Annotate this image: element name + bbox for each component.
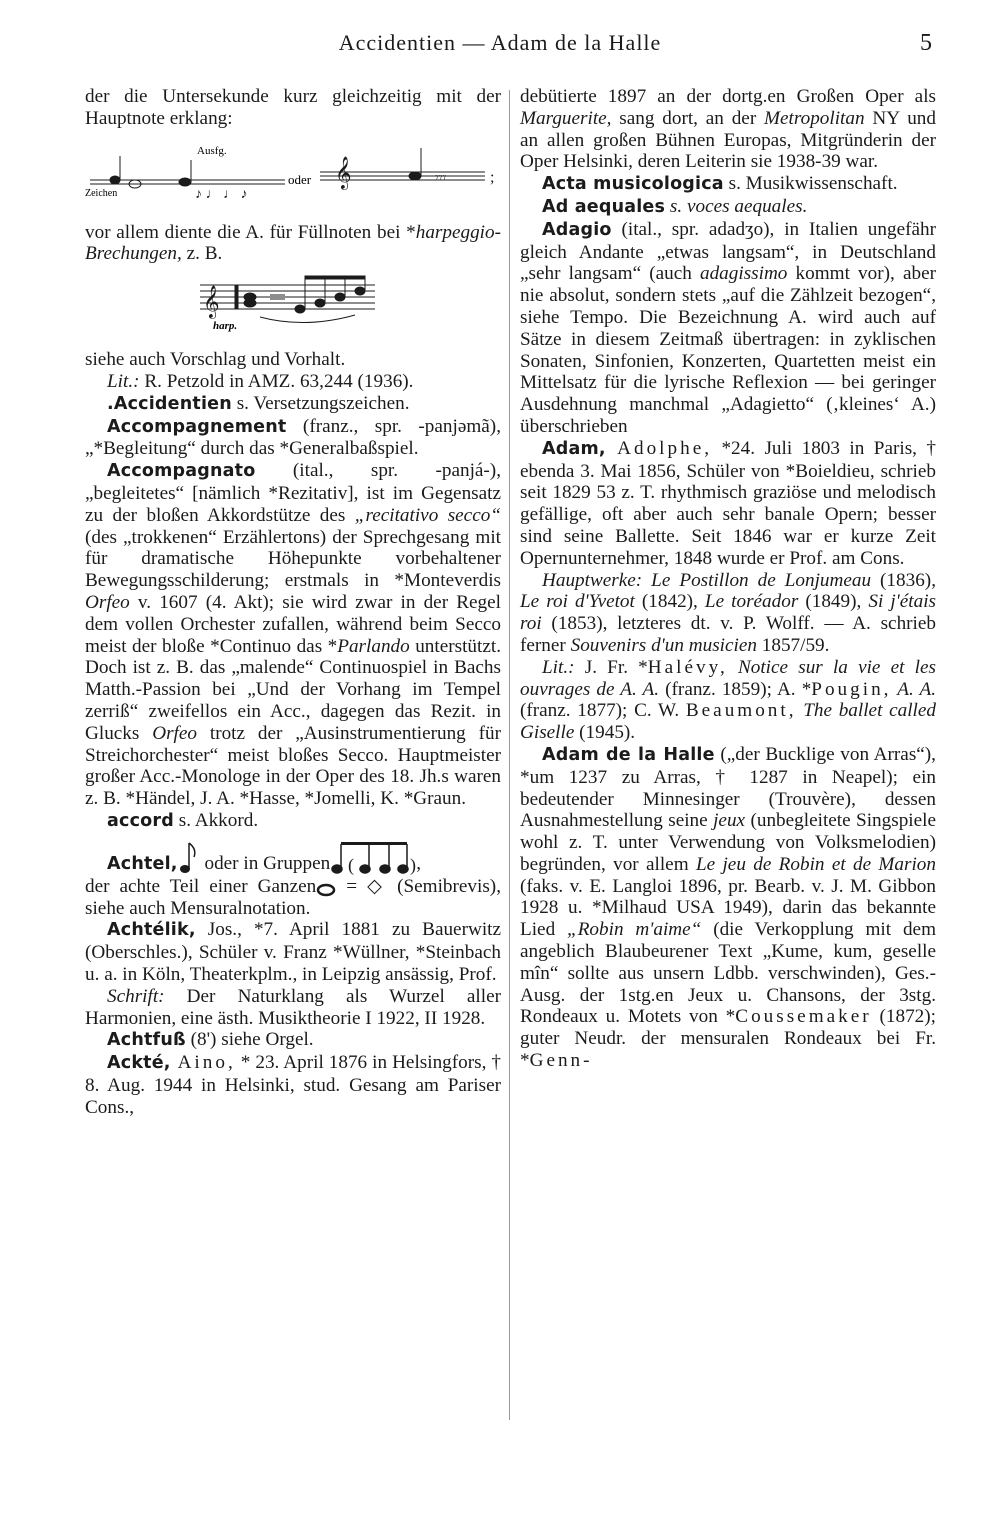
entry-continuation: der die Untersekunde kurz gleichzeitig mit der Hauptnote erklang:: [85, 86, 501, 129]
entry-adam-hauptwerke: Hauptwerke: Le Postillon de Lonjumeau (1836), Le roi d'Yvetot (1842), Le toréador (1849), Si j'étais roi (1853), letzteres dt. v. P. Wolff. — A. schrieb ferner Souvenirs d'un musicien 1857/59.: [520, 569, 936, 656]
entry-achtelik: Achtélik, Jos., *7. April 1881 zu Bauerwitz (Oberschles.), Schüler v. Franz *Wüllner, *Steinbach u. a. in Köln, Theaterkplm., in Leipzig ansässig, Prof.: [85, 919, 501, 985]
headword: Adam,: [542, 438, 606, 459]
svg-text:𝄞: 𝄞: [335, 157, 352, 189]
entry-acta-musicologica: Acta musicologica s. Musikwissenschaft.: [542, 173, 898, 195]
entry-accompagnato: Accompagnato (ital., spr. -panjá-), „begleitetes“ [nämlich *Rezitativ], ist im Gegensatz zu der bloßen Akkordstütze des „recitativo secco“ (des „trokkenen“ Erzählertons) der Sprechgesang mit für dramatische Höhepunkte vorbehaltener Bewegungsschilderung; erstmals in *Monteverdis Orfeo v. 1607 (4. Akt); sie wird zwar in der Regel dem vollen Orchester zufallen, während beim Secco meist der bloße *Continuo das *Parlando unterstützt. Doch ist z. B. das „malende“ Continuospiel in Bachs Matth.-Passion bei „Und der Vorhang im Tempel zerriß“ zweifellos ein Acc., dagegen das Rezit. in Glucks Orfeo trotz der „Ausinstrumentierung für Streichorchester“ meist bloßes Secco. Hauptmeister großer Acc.-Monologe in der Oper des 18. Jh.s waren z. B. *Händel, J. A. *Hasse, *Jomelli, K. *Graun.: [85, 460, 502, 810]
entry-adagio: Adagio (ital., spr. adadʒo), in Italien ungefähr gleich Andante „etwas langsam“, in Deutschland „sehr langsam“ (auch adagissimo kommt vor), aber nie absolut, sondern stets „auf die Zählzeit bezogen“, siehe Tempo. Die Bezeichnung A. wird auch auf Sätze in diesem Zeitmaß übertragen: in zyklischen Sonaten, Sinfonien, Konzerten, Quartetten meist ein Mittelsatz für die lyrische Reflexion — bei geringer Ausdehnung manchmal „Adagietto“ (‚kleines‘ A.) überschrieben: [520, 218, 936, 437]
music-note: [409, 172, 421, 180]
entry-adam: Adam, Adolphe, *24. Juli 1803 in Paris, † ebenda 3. Mai 1856, Schüler von *Boieldieu, schrieb seit 1829 53 z. T. rhythmisch graziöse und melodisch gefällige, oft aber auch sehr banale Opern; besser sind seine Ballette. Seit 1846 war er kurze Zeit Opernunternehmer, 1848 wurde er Prof. am Cons.: [520, 437, 936, 569]
literature-line: Lit.: R. Petzold in AMZ. 63,244 (1936).: [107, 370, 414, 392]
left-column: [85, 86, 501, 1118]
entry-continuation: vor allem diente die A. für Füllnoten bei *harpeggio-Brechungen, z. B.: [85, 221, 501, 265]
headword: Acta musicologica: [542, 174, 724, 195]
headword: Accompagnement: [107, 416, 287, 437]
music-label-zeichen: Zeichen: [85, 187, 118, 199]
headword: Ad aequales: [542, 196, 666, 217]
headword: Achtélik,: [107, 920, 196, 941]
entry-accompagnement: Accompagnement (franz., spr. -panjəmã), „*Begleitung“ durch das *Generalbaßspiel.: [85, 415, 501, 460]
music-label-ausfg: Ausfg.: [197, 144, 227, 157]
headword: Adam de la Halle: [542, 744, 715, 765]
music-note: [315, 299, 325, 307]
entry-accidentien: .Accidentien s. Versetzungszeichen.: [107, 392, 410, 414]
headword: Achtel,: [107, 853, 178, 874]
column-divider: [509, 90, 510, 1420]
svg-text:(: (: [348, 854, 355, 875]
headword: Accompagnato: [107, 461, 256, 482]
svg-text:𝄞: 𝄞: [203, 287, 220, 319]
music-example-harpeggio: [85, 271, 501, 343]
music-example-accidentien: [85, 136, 501, 216]
entry-adam-literature: Lit.: J. Fr. *Halévy, Notice sur la vie et les ouvrages de A. A. (franz. 1859); A. *Pougin, A. A. (franz. 1877); C. W. Beaumont, The ballet called Giselle (1945).: [520, 656, 936, 744]
music-label-harp: harp.: [213, 320, 238, 333]
music-note: [335, 293, 345, 301]
music-note: [179, 178, 191, 186]
svg-text:𝄾𝄾𝄾: 𝄾𝄾𝄾: [435, 170, 447, 186]
headword: Adagio: [542, 219, 612, 240]
music-note: [355, 287, 365, 295]
headword: accord: [107, 810, 174, 831]
svg-text:): ): [410, 854, 417, 875]
whole-note-icon: [316, 882, 336, 898]
entry-achtelik-schrift: Schrift: Der Naturklang als Wurzel aller Harmonien, eine ästh. Musiktheorie I 1922, II 1928.: [85, 985, 501, 1029]
entry-continuation: siehe auch Vorschlag und Vorhalt.: [85, 349, 346, 371]
entry-accord: accord s. Akkord.: [107, 809, 259, 831]
running-head: [0, 30, 1000, 60]
music-chord: [235, 285, 238, 309]
svg-text:♪ ♩ ♩ ♪: ♪ ♩ ♩ ♪: [195, 186, 248, 202]
right-column: [520, 86, 936, 1072]
headword: .Accidentien: [107, 393, 232, 414]
headword: Ackté,: [107, 1053, 171, 1074]
entry-achtfuss: Achtfuß (8') siehe Orgel.: [107, 1029, 314, 1051]
music-label-oder: oder: [288, 171, 312, 187]
svg-text:;: ;: [490, 168, 495, 186]
entry-ackte: Ackté, Aino, * 23. April 1876 in Helsingfors, † 8. Aug. 1944 in Helsinki, stud. Gesang am Pariser Cons.,: [85, 1052, 501, 1118]
eighth-note-group-icon: [330, 841, 416, 875]
music-note: [244, 299, 256, 307]
music-note: [295, 305, 305, 313]
music-note: [110, 176, 120, 184]
eighth-note-icon: [178, 841, 200, 875]
entry-adam-de-la-halle: Adam de la Halle („der Bucklige von Arras“), *um 1237 zu Arras, † 1287 in Neapel); ein bedeutender Minnesinger (Trouvère), dessen Ausnahmestellung seine jeux (unbegleitete Singspiele wohl z. T. unter Verwendung von Volksmelodien) begründen, vor allem Le jeu de Robin et de Marion (faks. v. E. Langloi 1896, pr. Bearb. v. J. M. Gibbon 1928 u. *Milhaud USA 1949), darin das bekannte Lied „Robin m'aime“ (die Verkopplung mit dem angeblich Blaubeurener Text „Kume, kum, geselle mîn“ sollte aus unsern Ldbb. verschwinden), Ges.-Ausg. der 1stg.en Jeux u. Chansons, der 3stg. Rondeaux u. Motets von *Coussemaker (1872); guter Neudr. der mensuralen Rondeaux bei Fr. *Genn-: [520, 743, 936, 1072]
headword: Achtfuß: [107, 1030, 186, 1051]
page-number: 5: [920, 30, 932, 56]
entry-ad-aequales: Ad aequales s. voces aequales.: [542, 195, 808, 217]
running-title: Accidentien — Adam de la Halle: [338, 30, 662, 55]
entry-achtel: Achtel, oder in Gruppen ( ) , der achte Teil einer Ganzen = ◇ (Semibrevis), siehe auch Mensuralnotation.: [85, 841, 501, 920]
entry-ackte-continuation: debütierte 1897 an der dortg.en Großen Oper als Marguerite, sang dort, an der Metropolitan NY und an allen großen Bühnen Europas, Mitgründerin der Oper Helsinki, deren Leiterin sie 1938-39 war.: [520, 86, 936, 173]
